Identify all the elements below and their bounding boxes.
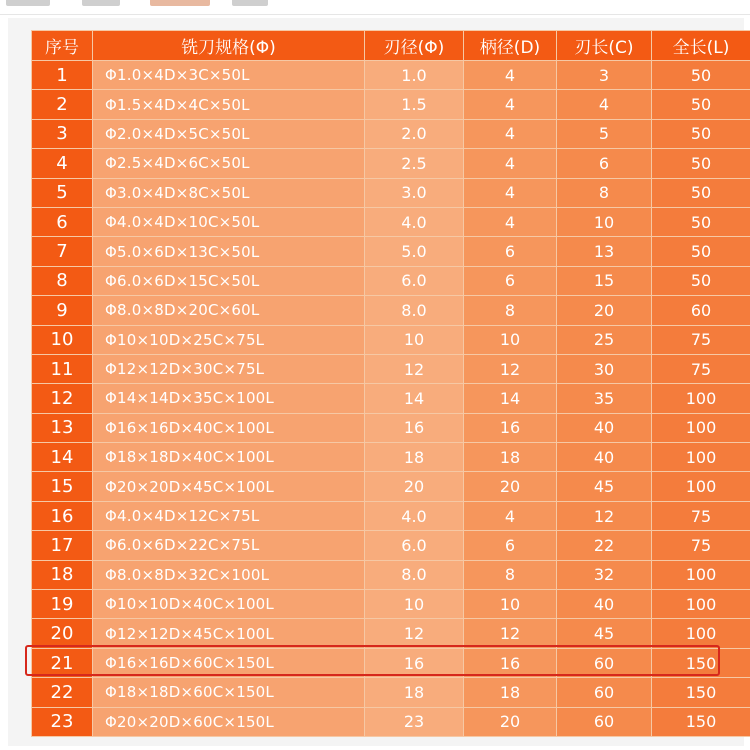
header-spec: 铣刀规格(Φ) <box>93 31 365 61</box>
row-total-length: 75 <box>652 501 750 530</box>
row-index: 15 <box>32 472 93 501</box>
row-total-length: 100 <box>652 413 750 442</box>
row-shank-diameter: 20 <box>464 472 557 501</box>
row-total-length: 75 <box>652 325 750 354</box>
row-index: 10 <box>32 325 93 354</box>
row-shank-diameter: 12 <box>464 354 557 383</box>
row-blade-length: 45 <box>557 619 652 648</box>
row-index: 8 <box>32 266 93 295</box>
row-shank-diameter: 12 <box>464 619 557 648</box>
row-index: 2 <box>32 90 93 119</box>
tab-fragment <box>82 0 120 6</box>
row-index: 1 <box>32 61 93 90</box>
row-index: 11 <box>32 354 93 383</box>
row-shank-diameter: 4 <box>464 501 557 530</box>
tab-fragment-active <box>150 0 210 6</box>
table-row <box>32 472 750 501</box>
row-blade-length: 12 <box>557 501 652 530</box>
row-total-length: 100 <box>652 560 750 589</box>
row-total-length: 75 <box>652 354 750 383</box>
row-shank-diameter: 4 <box>464 119 557 148</box>
row-spec: Φ20×20D×60C×150L <box>93 707 365 736</box>
table-row <box>32 90 750 119</box>
header-total-length: 全长(L) <box>652 31 750 61</box>
row-shank-diameter: 6 <box>464 237 557 266</box>
table-row <box>32 531 750 560</box>
row-blade-length: 30 <box>557 354 652 383</box>
row-blade-length: 22 <box>557 531 652 560</box>
row-blade-diameter: 5.0 <box>365 237 464 266</box>
row-total-length: 50 <box>652 207 750 236</box>
row-shank-diameter: 8 <box>464 296 557 325</box>
row-total-length: 60 <box>652 296 750 325</box>
row-spec: Φ8.0×8D×32C×100L <box>93 560 365 589</box>
row-index: 16 <box>32 501 93 530</box>
row-shank-diameter: 18 <box>464 443 557 472</box>
table-row <box>32 707 750 736</box>
row-blade-diameter: 3.0 <box>365 178 464 207</box>
row-shank-diameter: 14 <box>464 384 557 413</box>
row-blade-diameter: 2.0 <box>365 119 464 148</box>
row-spec: Φ4.0×4D×10C×50L <box>93 207 365 236</box>
row-spec: Φ20×20D×45C×100L <box>93 472 365 501</box>
row-index: 18 <box>32 560 93 589</box>
row-index: 6 <box>32 207 93 236</box>
table-row <box>32 325 750 354</box>
row-total-length: 50 <box>652 61 750 90</box>
row-total-length: 100 <box>652 443 750 472</box>
header-index: 序号 <box>32 31 93 61</box>
row-blade-diameter: 4.0 <box>365 501 464 530</box>
row-shank-diameter: 8 <box>464 560 557 589</box>
row-shank-diameter: 4 <box>464 61 557 90</box>
row-index: 17 <box>32 531 93 560</box>
table-row <box>32 678 750 707</box>
row-blade-length: 10 <box>557 207 652 236</box>
row-blade-length: 35 <box>557 384 652 413</box>
row-spec: Φ1.5×4D×4C×50L <box>93 90 365 119</box>
row-total-length: 100 <box>652 384 750 413</box>
row-total-length: 50 <box>652 266 750 295</box>
row-index: 4 <box>32 149 93 178</box>
table-row <box>32 61 750 90</box>
row-index: 13 <box>32 413 93 442</box>
table-row <box>32 237 750 266</box>
row-total-length: 150 <box>652 678 750 707</box>
row-blade-diameter: 14 <box>365 384 464 413</box>
row-blade-diameter: 10 <box>365 590 464 619</box>
table-row <box>32 560 750 589</box>
row-total-length: 100 <box>652 590 750 619</box>
row-blade-diameter: 1.0 <box>365 61 464 90</box>
table-row <box>32 501 750 530</box>
row-shank-diameter: 10 <box>464 325 557 354</box>
row-spec: Φ4.0×4D×12C×75L <box>93 501 365 530</box>
table-row <box>32 590 750 619</box>
header-shank-diameter: 柄径(D) <box>464 31 557 61</box>
row-spec: Φ12×12D×30C×75L <box>93 354 365 383</box>
row-shank-diameter: 4 <box>464 149 557 178</box>
row-blade-length: 4 <box>557 90 652 119</box>
row-blade-diameter: 6.0 <box>365 531 464 560</box>
row-blade-diameter: 16 <box>365 648 464 677</box>
row-blade-diameter: 16 <box>365 413 464 442</box>
row-total-length: 100 <box>652 619 750 648</box>
row-blade-diameter: 2.5 <box>365 149 464 178</box>
row-blade-length: 15 <box>557 266 652 295</box>
row-blade-diameter: 12 <box>365 619 464 648</box>
row-index: 22 <box>32 678 93 707</box>
row-blade-diameter: 1.5 <box>365 90 464 119</box>
row-spec: Φ2.5×4D×6C×50L <box>93 149 365 178</box>
row-shank-diameter: 16 <box>464 648 557 677</box>
row-spec: Φ10×10D×40C×100L <box>93 590 365 619</box>
row-blade-diameter: 6.0 <box>365 266 464 295</box>
row-total-length: 100 <box>652 472 750 501</box>
tab-fragment <box>6 0 50 6</box>
row-total-length: 50 <box>652 149 750 178</box>
row-spec: Φ14×14D×35C×100L <box>93 384 365 413</box>
row-shank-diameter: 4 <box>464 207 557 236</box>
row-blade-length: 60 <box>557 707 652 736</box>
row-index: 19 <box>32 590 93 619</box>
row-index: 3 <box>32 119 93 148</box>
row-index: 20 <box>32 619 93 648</box>
table-row <box>32 443 750 472</box>
table-row <box>32 354 750 383</box>
row-blade-diameter: 8.0 <box>365 296 464 325</box>
tab-fragment <box>232 0 268 6</box>
row-total-length: 150 <box>652 648 750 677</box>
table-row <box>32 384 750 413</box>
table-row <box>32 648 750 677</box>
row-shank-diameter: 10 <box>464 590 557 619</box>
header-blade-diameter: 刃径(Φ) <box>365 31 464 61</box>
table-row <box>32 149 750 178</box>
row-total-length: 50 <box>652 237 750 266</box>
row-spec: Φ16×16D×40C×100L <box>93 413 365 442</box>
row-blade-length: 40 <box>557 443 652 472</box>
row-total-length: 50 <box>652 178 750 207</box>
row-shank-diameter: 4 <box>464 178 557 207</box>
row-index: 21 <box>32 648 93 677</box>
row-blade-length: 60 <box>557 648 652 677</box>
table-row <box>32 296 750 325</box>
row-shank-diameter: 18 <box>464 678 557 707</box>
row-blade-length: 40 <box>557 413 652 442</box>
row-blade-diameter: 12 <box>365 354 464 383</box>
row-shank-diameter: 6 <box>464 266 557 295</box>
row-spec: Φ18×18D×40C×100L <box>93 443 365 472</box>
row-blade-diameter: 23 <box>365 707 464 736</box>
row-index: 12 <box>32 384 93 413</box>
row-spec: Φ16×16D×60C×150L <box>93 648 365 677</box>
table-row <box>32 266 750 295</box>
row-shank-diameter: 16 <box>464 413 557 442</box>
row-blade-length: 25 <box>557 325 652 354</box>
row-blade-diameter: 18 <box>365 678 464 707</box>
row-blade-length: 8 <box>557 178 652 207</box>
row-blade-length: 3 <box>557 61 652 90</box>
row-blade-length: 6 <box>557 149 652 178</box>
table-row <box>32 119 750 148</box>
row-index: 7 <box>32 237 93 266</box>
table-row <box>32 178 750 207</box>
row-shank-diameter: 6 <box>464 531 557 560</box>
row-total-length: 150 <box>652 707 750 736</box>
row-blade-diameter: 18 <box>365 443 464 472</box>
table-row <box>32 413 750 442</box>
row-spec: Φ12×12D×45C×100L <box>93 619 365 648</box>
row-total-length: 75 <box>652 531 750 560</box>
row-spec: Φ5.0×6D×13C×50L <box>93 237 365 266</box>
table-header-row <box>32 31 750 61</box>
row-shank-diameter: 4 <box>464 90 557 119</box>
header-blade-length: 刃长(C) <box>557 31 652 61</box>
row-shank-diameter: 20 <box>464 707 557 736</box>
row-blade-length: 32 <box>557 560 652 589</box>
row-blade-length: 13 <box>557 237 652 266</box>
row-blade-diameter: 8.0 <box>365 560 464 589</box>
row-blade-length: 60 <box>557 678 652 707</box>
row-blade-diameter: 4.0 <box>365 207 464 236</box>
row-total-length: 50 <box>652 119 750 148</box>
table-row <box>32 619 750 648</box>
row-blade-length: 40 <box>557 590 652 619</box>
row-spec: Φ6.0×6D×15C×50L <box>93 266 365 295</box>
row-total-length: 50 <box>652 90 750 119</box>
row-index: 5 <box>32 178 93 207</box>
row-spec: Φ2.0×4D×5C×50L <box>93 119 365 148</box>
row-blade-length: 45 <box>557 472 652 501</box>
milling-cutter-spec-table <box>31 30 750 737</box>
row-spec: Φ10×10D×25C×75L <box>93 325 365 354</box>
top-tab-strip <box>0 0 750 15</box>
row-spec: Φ8.0×8D×20C×60L <box>93 296 365 325</box>
row-blade-diameter: 20 <box>365 472 464 501</box>
row-blade-length: 5 <box>557 119 652 148</box>
row-spec: Φ1.0×4D×3C×50L <box>93 61 365 90</box>
row-index: 14 <box>32 443 93 472</box>
row-blade-length: 20 <box>557 296 652 325</box>
row-spec: Φ6.0×6D×22C×75L <box>93 531 365 560</box>
table-row <box>32 207 750 236</box>
row-index: 9 <box>32 296 93 325</box>
row-blade-diameter: 10 <box>365 325 464 354</box>
row-spec: Φ18×18D×60C×150L <box>93 678 365 707</box>
row-spec: Φ3.0×4D×8C×50L <box>93 178 365 207</box>
row-index: 23 <box>32 707 93 736</box>
